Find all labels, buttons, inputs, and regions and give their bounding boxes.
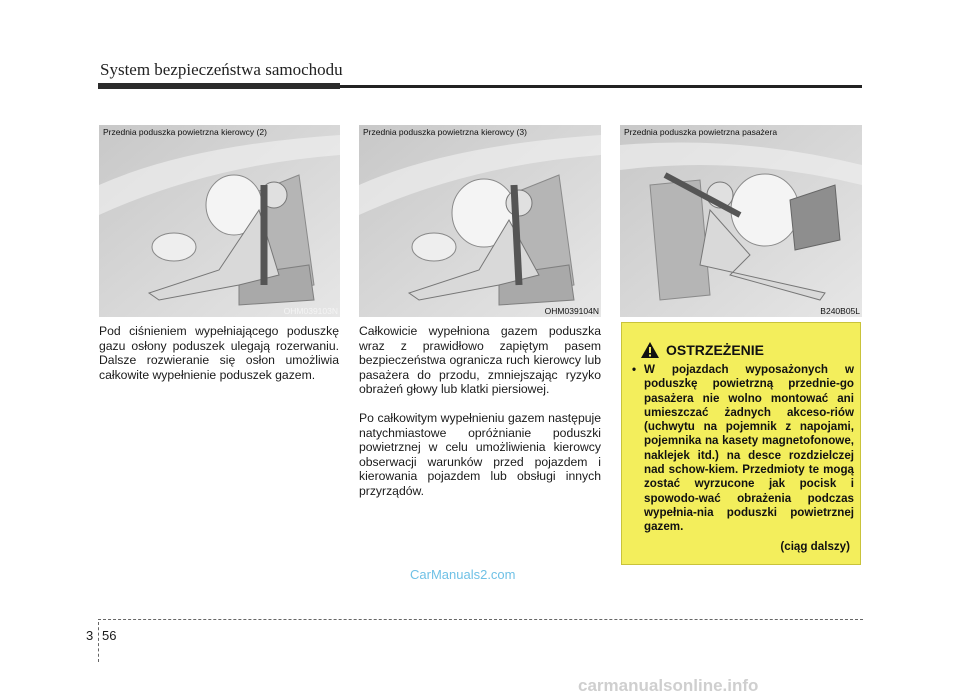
driver-airbag-inflated-illustration xyxy=(359,125,601,317)
figure-code: B240B05L xyxy=(820,306,860,316)
passenger-airbag-illustration xyxy=(620,125,862,317)
warning-body xyxy=(632,363,854,535)
figure-code: OHM039103N xyxy=(283,306,338,316)
page-header-title: System bezpieczeństwa samochodu xyxy=(100,60,343,79)
paragraph: Całkowicie wypełniona gazem poduszka wraz z prawidłowo zapiętym pasem bezpieczeństwa ogranicza ruch kierowcy lub pasażera do przodu, zmniejszając ryzyko obrażeń głowy lub klatki piersiowej. xyxy=(359,324,601,397)
header-rule-accent xyxy=(98,83,340,89)
watermark-link[interactable]: CarManuals2.com xyxy=(410,567,516,582)
figure-caption: Przednia poduszka powietrzna kierowcy (3) xyxy=(363,127,527,137)
warning-header xyxy=(640,341,764,359)
warning-text: W pojazdach wyposażonych w poduszkę powietrzną przednie-go pasażera nie wolno montować ani umieszczać żadnych akceso-riów (uchwytu na pojemnik z napojami, pojemnika na kasety magnetofonowe, naklejek itd.) na desce rozdzielczej nad schow-kiem. Przedmioty te mogą zostać wyrzucone jak pocisk i spowodo-wać obrażenia podczas wypełnia-nia poduszki powietrznej gazem. xyxy=(644,363,854,534)
figure-caption: Przednia poduszka powietrzna kierowcy (2) xyxy=(103,127,267,137)
bullet: • xyxy=(632,363,637,376)
figure-code: OHM039104N xyxy=(544,306,599,316)
paragraph: Pod ciśnieniem wypełniającego poduszkę gazu osłony poduszek ulegają rozerwaniu. Dalsze rozwieranie się osłon umożliwia całkowite wypełnienie poduszek gazem. xyxy=(99,324,339,382)
column-2-text xyxy=(359,324,601,513)
site-watermark: carmanualsonline.info xyxy=(578,676,759,695)
warning-box xyxy=(621,322,861,565)
paragraph: Po całkowitym wypełnieniu gazem następuje natychmiastowe opróżnianie poduszki powietrznej w celu umożliwienia kierowcy obserwacji warunków przed pojazdem i kierowania pojazdem lub obsługi innych przyrządów. xyxy=(359,410,601,498)
figure-passenger-airbag xyxy=(620,125,862,317)
column-1-text xyxy=(99,324,339,396)
page-number: 56 xyxy=(102,628,117,643)
figure-caption: Przednia poduszka powietrzna pasażera xyxy=(624,127,778,137)
warning-title: OSTRZEŻENIE xyxy=(666,342,765,358)
warning-triangle-icon xyxy=(640,341,660,359)
driver-airbag-illustration xyxy=(99,125,340,317)
continued-label: (ciąg dalszy) xyxy=(780,540,850,553)
footer-divider xyxy=(98,622,99,662)
figure-driver-airbag-2 xyxy=(99,125,340,317)
figure-driver-airbag-3 xyxy=(359,125,601,317)
footer-rule xyxy=(98,619,863,620)
chapter-number: 3 xyxy=(86,628,94,643)
